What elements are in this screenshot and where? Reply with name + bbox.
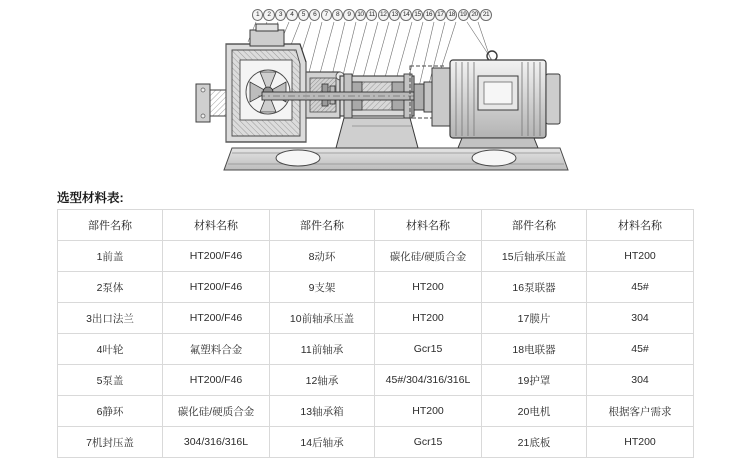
- callout-number: 21: [480, 9, 491, 21]
- cell-part: 4叶轮: [58, 334, 163, 365]
- callout-number: 1: [252, 9, 263, 21]
- table-row: [58, 365, 694, 396]
- callout-number: 3: [275, 9, 286, 21]
- cell-part: 14后轴承: [270, 427, 375, 458]
- callout-number: 18: [446, 9, 457, 21]
- callout-number-row: [252, 8, 492, 22]
- cell-part: 17膜片: [482, 303, 587, 334]
- cell-material: 304: [587, 303, 694, 334]
- cell-part: 18电联器: [482, 334, 587, 365]
- cell-material: 碳化硅/硬质合金: [163, 396, 270, 427]
- callout-number: 6: [309, 9, 320, 21]
- cell-part: 11前轴承: [270, 334, 375, 365]
- callout-number: 5: [298, 9, 309, 21]
- table-row: [58, 334, 694, 365]
- column-header-part-1: 部件名称: [58, 210, 163, 241]
- cell-part: 7机封压盖: [58, 427, 163, 458]
- callout-number: 20: [469, 9, 480, 21]
- cell-material: Gcr15: [375, 427, 482, 458]
- cell-part: 13轴承箱: [270, 396, 375, 427]
- callout-number: 13: [389, 9, 400, 21]
- cell-part: 9支架: [270, 272, 375, 303]
- cell-material: HT200/F46: [163, 303, 270, 334]
- callout-number: 12: [378, 9, 389, 21]
- column-header-material-1: 材料名称: [163, 210, 270, 241]
- callout-number: 2: [263, 9, 274, 21]
- cell-material: HT200/F46: [163, 272, 270, 303]
- callout-number: 19: [458, 9, 469, 21]
- cell-material: HT200/F46: [163, 241, 270, 272]
- pump-cutaway-drawing: [0, 0, 748, 182]
- callout-number: 16: [423, 9, 434, 21]
- cell-material: HT200: [375, 303, 482, 334]
- cell-material: HT200: [587, 427, 694, 458]
- column-header-material-2: 材料名称: [375, 210, 482, 241]
- callout-number: 8: [332, 9, 343, 21]
- table-row: [58, 427, 694, 458]
- table-row: [58, 241, 694, 272]
- cell-part: 5泵盖: [58, 365, 163, 396]
- table-row: [58, 396, 694, 427]
- cell-material: 45#: [587, 334, 694, 365]
- section-title: 选型材料表:: [57, 191, 124, 205]
- cell-material: 304: [587, 365, 694, 396]
- table-header-row: [58, 210, 694, 241]
- cell-part: 8动环: [270, 241, 375, 272]
- cell-part: 1前盖: [58, 241, 163, 272]
- cell-part: 3出口法兰: [58, 303, 163, 334]
- material-selection-table: [57, 209, 694, 458]
- callout-number: 17: [435, 9, 446, 21]
- callout-number: 9: [343, 9, 354, 21]
- cell-material: 根据客户需求: [587, 396, 694, 427]
- callout-number: 15: [412, 9, 423, 21]
- cell-part: 15后轴承压盖: [482, 241, 587, 272]
- cell-part: 19护罩: [482, 365, 587, 396]
- cell-material: 304/316/316L: [163, 427, 270, 458]
- cell-part: 6静环: [58, 396, 163, 427]
- cell-material: 45#: [587, 272, 694, 303]
- callout-number: 7: [321, 9, 332, 21]
- cell-part: 12轴承: [270, 365, 375, 396]
- table-row: [58, 303, 694, 334]
- callout-number: 10: [355, 9, 366, 21]
- callout-number: 4: [286, 9, 297, 21]
- cell-material: Gcr15: [375, 334, 482, 365]
- cell-material: HT200: [375, 396, 482, 427]
- callout-number: 11: [366, 9, 377, 21]
- column-header-part-2: 部件名称: [270, 210, 375, 241]
- cell-part: 10前轴承压盖: [270, 303, 375, 334]
- table-row: [58, 272, 694, 303]
- cell-material: 碳化硅/硬质合金: [375, 241, 482, 272]
- cell-material: 45#/304/316/316L: [375, 365, 482, 396]
- cell-part: 21底板: [482, 427, 587, 458]
- cell-material: HT200: [587, 241, 694, 272]
- column-header-part-3: 部件名称: [482, 210, 587, 241]
- cell-part: 2泵体: [58, 272, 163, 303]
- cell-part: 20电机: [482, 396, 587, 427]
- cell-material: 氟塑料合金: [163, 334, 270, 365]
- cell-material: HT200/F46: [163, 365, 270, 396]
- callout-number: 14: [400, 9, 411, 21]
- cell-material: HT200: [375, 272, 482, 303]
- pump-diagram: [0, 0, 748, 182]
- cell-part: 16泵联器: [482, 272, 587, 303]
- column-header-material-3: 材料名称: [587, 210, 694, 241]
